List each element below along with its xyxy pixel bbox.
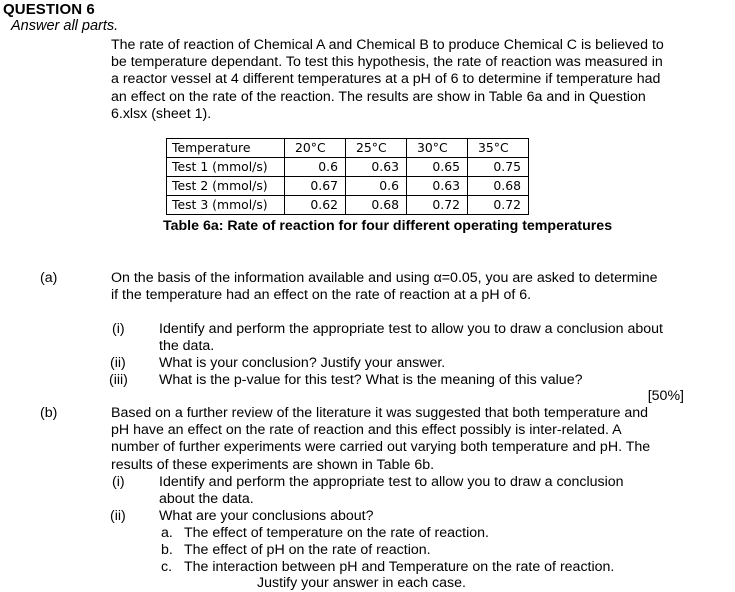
subitem-text: The effect of pH on the rate of reaction. [184, 542, 431, 558]
part-a-item-text: What is your conclusion? Justify your answer. [159, 355, 446, 371]
subitem-text: The interaction between pH and Temperature on the rate of reaction. [184, 559, 615, 575]
table-cell: 0.6 [285, 158, 346, 177]
table-cell: 0.67 [285, 177, 346, 196]
table-header-cell: 35°C [468, 139, 529, 158]
part-a-item-line: the data. [159, 338, 215, 355]
rate-table [166, 138, 529, 215]
question-instruction: Answer all parts. [11, 18, 119, 34]
part-b-item-line: about the data. [159, 491, 254, 508]
part-b-text [111, 405, 701, 474]
table-cell: 0.63 [346, 158, 407, 177]
intro-line: be temperature dependant. To test this hypothesis, the rate of reaction was measured in [111, 54, 663, 71]
intro-line: The rate of reaction of Chemical A and Chemical B to produce Chemical C is believed to [111, 37, 664, 53]
intro-paragraph [111, 37, 685, 123]
part-b-item-text [159, 474, 699, 508]
table-header-row [167, 139, 529, 158]
part-b-line: number of further experiments were carried out varying both temperature and pH. The [111, 439, 651, 456]
part-b-line: Based on a further review of the literature it was suggested that both temperature and [111, 405, 649, 421]
part-b-item-number: (i) [112, 474, 125, 490]
part-a-marks: [50%] [647, 388, 684, 404]
table-cell: 0.63 [407, 177, 468, 196]
table-row [167, 158, 529, 177]
part-a-item-text: What is the p-value for this test? What is the meaning of this value? [159, 372, 583, 388]
table-cell: 0.75 [468, 158, 529, 177]
table-caption: Table 6a: Rate of reaction for four different operating temperatures [163, 218, 613, 234]
table-cell: Test 1 (mmol/s) [167, 158, 285, 177]
part-a-item-text [159, 321, 699, 355]
part-b-item-number: (ii) [110, 508, 126, 524]
intro-line: a reactor vessel at 4 different temperatures at a pH of 6 to determine if temperature had [111, 71, 661, 88]
table-header-cell: 30°C [407, 139, 468, 158]
part-a-text [111, 270, 701, 304]
table-cell: 0.68 [468, 177, 529, 196]
subitem-letter: a. [161, 525, 173, 541]
part-a-line: On the basis of the information available and using α=0.05, you are asked to determine [111, 270, 658, 286]
part-b-line: results of these experiments are shown in Table 6b. [111, 456, 435, 473]
table-cell: Test 2 (mmol/s) [167, 177, 285, 196]
part-a-item-number: (iii) [109, 372, 128, 388]
table-cell: 0.6 [346, 177, 407, 196]
intro-line: 6.xlsx (sheet 1). [111, 105, 212, 122]
part-a-item-number: (ii) [110, 355, 126, 371]
subitem-letter: c. [161, 559, 173, 575]
subitem-letter: b. [161, 542, 173, 558]
question-title: QUESTION 6 [3, 1, 95, 18]
table-row [167, 177, 529, 196]
table-header-cell: 25°C [346, 139, 407, 158]
part-a-item-number: (i) [112, 321, 125, 337]
part-a-line: if the temperature had an effect on the rate of reaction at a pH of 6. [111, 287, 532, 304]
table-row [167, 196, 529, 215]
part-a-item-line: Identify and perform the appropriate test to allow you to draw a conclusion about [159, 321, 663, 337]
part-b-closing: Justify your answer in each case. [257, 575, 466, 591]
table-cell: 0.65 [407, 158, 468, 177]
part-a-label: (a) [40, 270, 58, 286]
table-cell: Test 3 (mmol/s) [167, 196, 285, 215]
part-b-item-line: Identify and perform the appropriate test to allow you to draw a conclusion [159, 474, 624, 490]
table-header-cell: Temperature [167, 139, 285, 158]
table-cell: 0.72 [468, 196, 529, 215]
subitem-text: The effect of temperature on the rate of reaction. [184, 525, 489, 541]
part-b-label: (b) [40, 405, 58, 421]
table-header-cell: 20°C [285, 139, 346, 158]
intro-line: an effect on the rate of the reaction. The results are show in Table 6a and in Question [111, 88, 646, 105]
part-b-item-text: What are your conclusions about? [159, 508, 374, 524]
table-cell: 0.72 [407, 196, 468, 215]
part-b-line: pH have an effect on the rate of reaction and this effect possibly is inter-related. A [111, 422, 622, 439]
table-cell: 0.68 [346, 196, 407, 215]
table-cell: 0.62 [285, 196, 346, 215]
